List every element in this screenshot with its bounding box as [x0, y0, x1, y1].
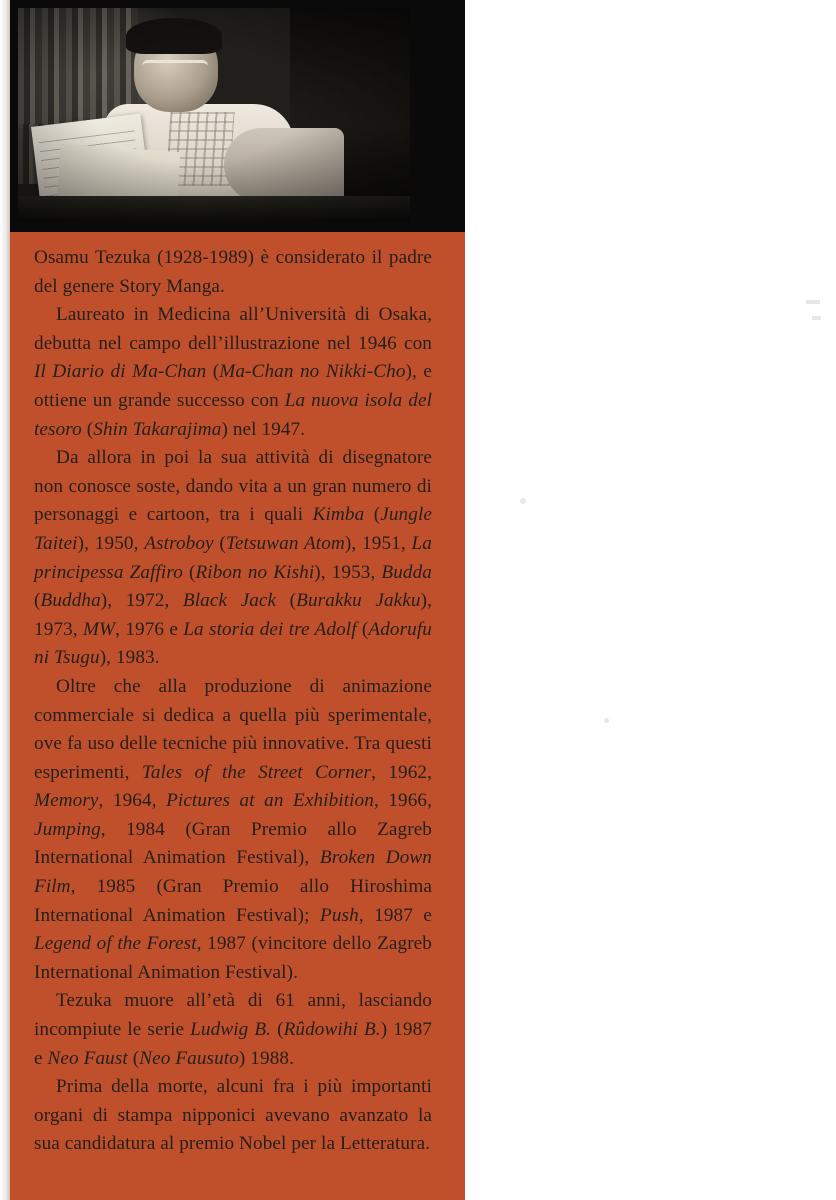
body-text: (: [271, 1019, 284, 1041]
body-text: ) 1987 e: [34, 1019, 432, 1069]
title-italic: Legend of the Forest: [34, 933, 197, 955]
title-italic: La nuova isola del tesoro: [34, 389, 433, 440]
body-text: (: [206, 361, 220, 383]
title-italic: Ribon no Kishi: [195, 561, 315, 583]
title-italic: Neo Fausuto: [139, 1047, 239, 1069]
title-italic: Rûdowihi B.: [283, 1019, 381, 1041]
title-italic: La storia dei tre Adolf: [183, 618, 357, 640]
scan-artifact: [812, 316, 821, 320]
author-photograph: [18, 8, 410, 222]
scan-artifact: [806, 300, 820, 304]
title-italic: Ludwig B.: [190, 1019, 272, 1041]
title-italic: Burakku Jakku: [296, 590, 421, 612]
body-text: (: [34, 590, 41, 612]
title-italic: Jumping: [34, 818, 101, 840]
body-text: Tezuka muore all’età di 61 anni, lasciando incompiute le serie: [34, 990, 432, 1041]
title-italic: Pictures at an Exhibition: [166, 790, 374, 812]
body-text: (: [276, 590, 297, 612]
biography-paragraph: [34, 1073, 432, 1159]
title-italic: La principessa Zaffiro: [34, 532, 432, 583]
body-text: , 1987 e: [358, 904, 432, 926]
body-text: ), e ottiene un grande successo con: [34, 361, 432, 411]
body-text: (: [81, 418, 94, 440]
title-italic: Tales of the Street Corner: [141, 761, 372, 783]
body-text: Osamu Tezuka (1928-1989) è considerato il padre del genere Story Manga.: [34, 247, 432, 297]
photo-vignette: [18, 8, 410, 222]
body-text: Laureato in Medicina all’Università di Osaka, debutta nel campo dell’illustrazione nel 1946 con: [34, 304, 432, 354]
title-italic: Kimba: [312, 504, 365, 526]
title-italic: Buddha: [40, 590, 101, 612]
scan-artifact: [520, 498, 526, 504]
title-italic: Adorufu ni Tsugu: [34, 618, 432, 669]
title-italic: Il Diario di Ma-Chan: [34, 361, 207, 383]
biography-text: [34, 244, 432, 1159]
title-italic: Push: [320, 904, 359, 926]
scan-artifact: [604, 718, 609, 723]
body-text: ), 1951,: [344, 532, 412, 554]
body-text: , 1985 (Gran Premio allo Hiroshima International Animation Festival);: [34, 876, 432, 926]
body-text: ) nel 1947.: [221, 418, 306, 440]
photo-band: [10, 0, 465, 232]
title-italic: Shin Takarajima: [93, 418, 222, 440]
body-text: (: [213, 532, 226, 554]
biography-paragraph: [34, 987, 432, 1073]
body-text: , 1984 (Gran Premio allo Zagreb International Animation Festival),: [34, 818, 432, 869]
body-text: (: [364, 504, 381, 526]
title-italic: Black Jack: [182, 590, 277, 612]
body-text: (: [356, 618, 369, 640]
title-italic: Astroboy: [144, 532, 214, 554]
title-italic: Budda: [381, 561, 432, 583]
title-italic: Jungle Taitei: [34, 504, 432, 554]
body-text: Da allora in poi la sua attività di disegnatore non conosce soste, dando vita a un gran numero di personaggi e cartoon, tra i quali: [34, 447, 432, 526]
body-text: ) 1988.: [238, 1047, 294, 1069]
title-italic: Broken Down Film: [34, 847, 432, 898]
body-text: , 1964,: [98, 790, 167, 812]
body-text: , 1987 (vincitore dello Zagreb International Animation Festival).: [34, 933, 432, 983]
body-text: Prima della morte, alcuni fra i più importanti organi di stampa nipponici avevano avanzato la sua candidatura al premio Nobel per la Letteratura.: [34, 1076, 432, 1155]
title-italic: Tetsuwan Atom: [225, 532, 345, 554]
biography-paragraph: [34, 244, 432, 301]
body-text: (: [182, 561, 196, 583]
body-text: ), 1953,: [314, 561, 382, 583]
biography-paragraph: [34, 301, 432, 444]
title-italic: Ma-Chan no Nikki-Cho: [219, 361, 406, 383]
biography-paragraph: [34, 673, 432, 988]
body-text: ), 1972,: [100, 590, 183, 612]
page-left-edge: [0, 0, 10, 1200]
title-italic: Memory: [34, 790, 99, 812]
body-text: , 1976 e: [115, 618, 184, 640]
title-italic: MW: [82, 618, 116, 640]
body-text: , 1966,: [373, 790, 432, 812]
body-text: ), 1983.: [99, 647, 160, 669]
biography-paragraph: [34, 444, 432, 673]
body-text: (: [127, 1047, 140, 1069]
body-text: ), 1973,: [34, 590, 433, 640]
title-italic: Neo Faust: [47, 1047, 128, 1069]
body-text: ), 1950,: [77, 532, 145, 554]
body-text: , 1962,: [371, 761, 433, 783]
body-text: Oltre che alla produzione di animazione commerciale si dedica a quella più sperimentale, ove fa uso delle tecniche più innovative. Tra questi esperimenti,: [34, 675, 432, 783]
